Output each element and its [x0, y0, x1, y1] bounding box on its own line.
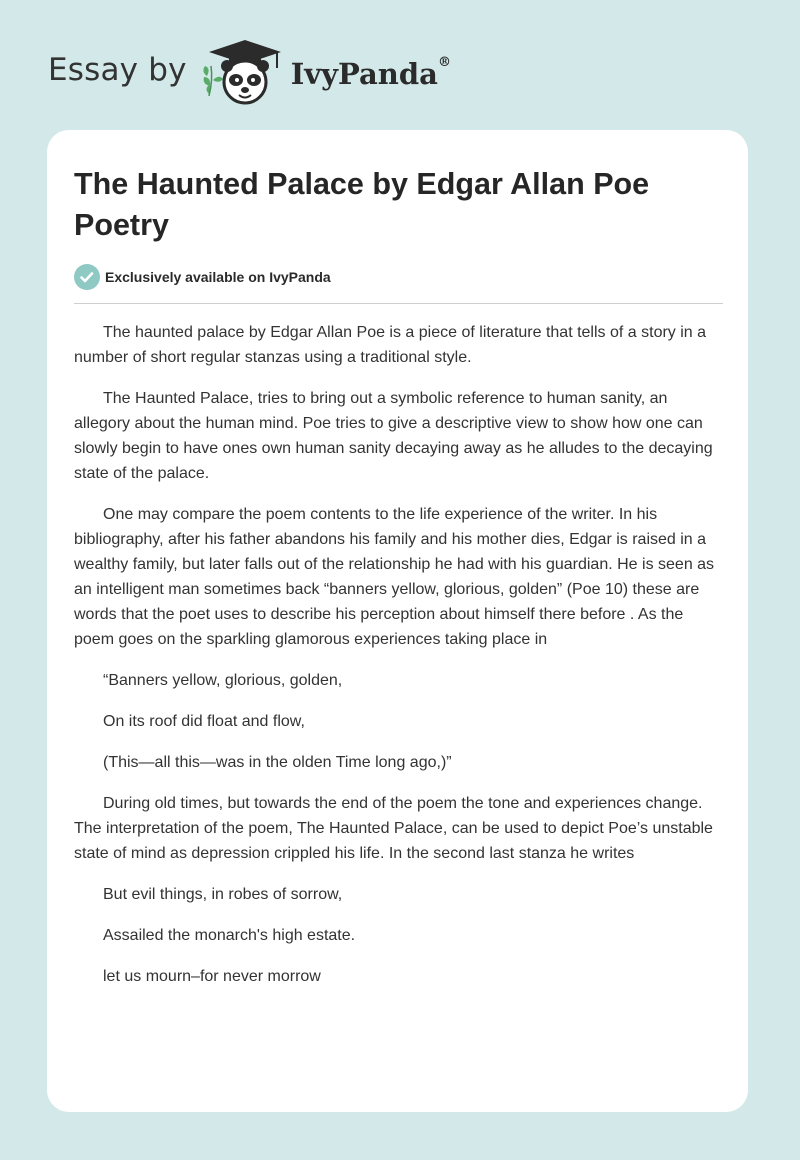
divider	[74, 303, 723, 304]
page-title: The Haunted Palace by Edgar Allan Poe Poetry	[74, 167, 650, 242]
check-circle-icon	[74, 264, 100, 290]
verse-line: But evil things, in robes of sorrow,	[103, 886, 343, 903]
essay-body	[74, 320, 726, 1005]
badge-label: Exclusively available on IvyPanda	[105, 269, 331, 285]
brand-label: IvyPanda	[290, 57, 438, 91]
verse-line: (This—all this—was in the olden Time long ago,)”	[103, 754, 452, 771]
essay-card	[47, 130, 748, 1112]
panda-graduate-logo-icon[interactable]	[197, 36, 289, 108]
brand-name[interactable]	[291, 57, 451, 91]
paragraph: During old times, but towards the end of the poem the tone and experiences change. The interpretation of the poem, The Haunted Palace, can be used to depict Poe’s unstable state of mind as depression crippled his life. In the second last stanza he writes	[74, 795, 713, 862]
verse-line: let us mourn–for never morrow	[103, 968, 321, 985]
verse-line: On its roof did float and flow,	[103, 713, 305, 730]
verse-line: “Banners yellow, glorious, golden,	[103, 672, 343, 689]
paragraph: The Haunted Palace, tries to bring out a symbolic reference to human sanity, an allegory about the human mind. Poe tries to give a descriptive view to show how one can slowly begin to have ones own human sanity decaying away as he alludes to the decaying state of the palace.	[74, 390, 713, 482]
site-header	[48, 36, 451, 108]
verse-line: Assailed the monarch's high estate.	[103, 927, 356, 944]
paragraph: One may compare the poem contents to the life experience of the writer. In his bibliography, after his father abandons his family and his mother dies, Edgar is raised in a wealthy family, but later falls out of the relationship he had with his guardian. He is seen as an intelligent man sometimes back “banners yellow, glorious, golden” (Poe 10) these are words that the poet uses to describe his perception about himself there before . As the poem goes on the sparkling glamorous experiences taking place in	[74, 506, 715, 648]
paragraph: The haunted palace by Edgar Allan Poe is a piece of literature that tells of a story in a number of short regular stanzas using a traditional style.	[74, 324, 707, 366]
exclusive-badge	[74, 264, 331, 290]
registered-mark: ®	[437, 55, 451, 70]
essay-by-label: Essay by	[48, 52, 187, 88]
